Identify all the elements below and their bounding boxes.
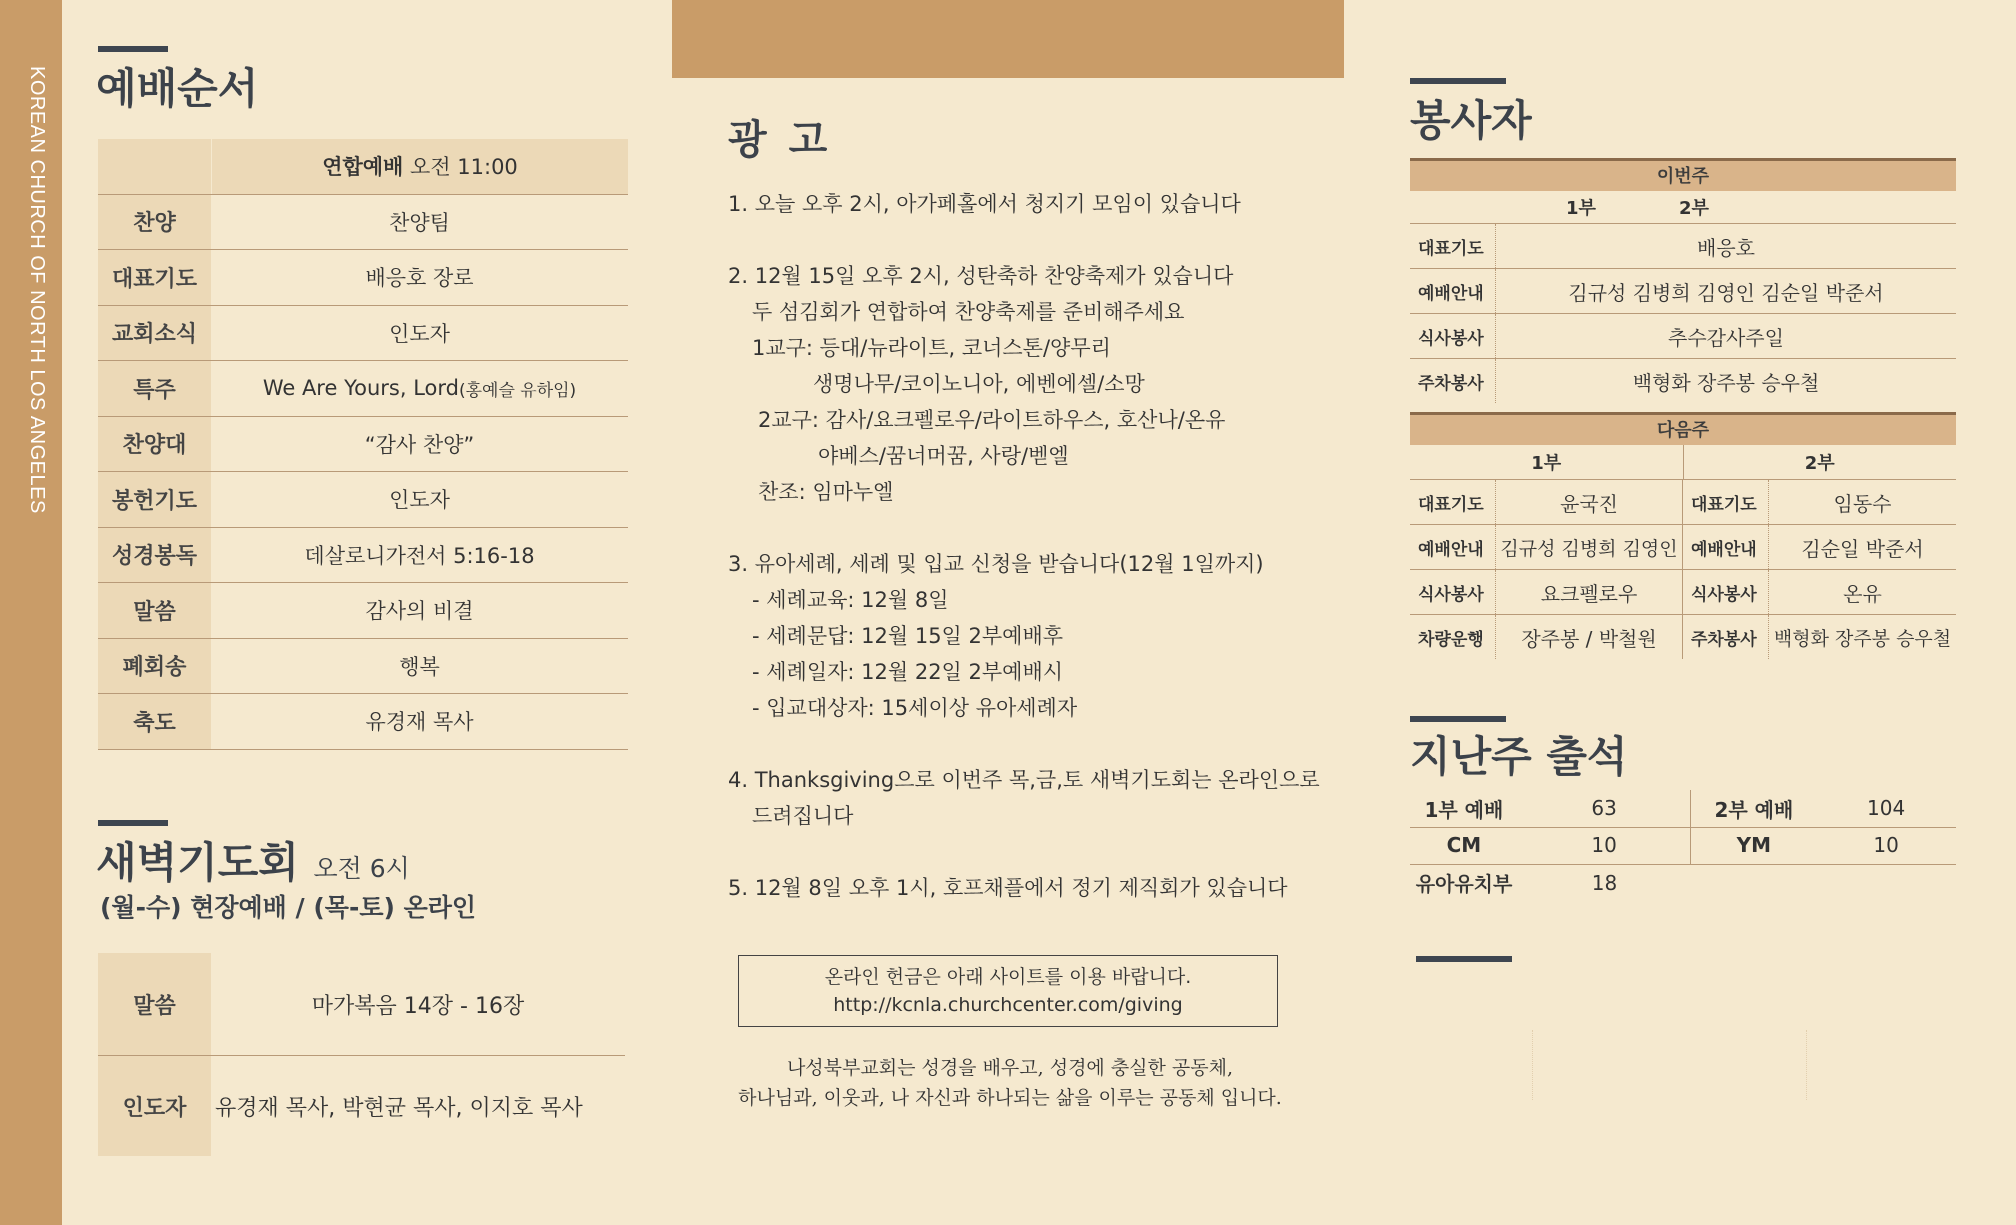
- dawn-row-label: 말씀: [98, 953, 211, 1055]
- dawn-subtitle: (월-수) 현장예배 / (목-토) 온라인: [100, 893, 477, 922]
- order-row-value: [211, 306, 628, 361]
- volunteer-names: 김규성 김병희 김영인 김순일 박준서: [1568, 280, 1884, 305]
- order-row-text: We Are Yours, Lord: [262, 376, 459, 401]
- announcement-line: 생명나무/코이노니아, 에벤에셀/소망: [813, 372, 1145, 396]
- announcement-line: - 세례일자: 12월 22일 2부예배시: [752, 660, 1064, 684]
- announcement-line: 두 섬김회가 연합하여 찬양축제를 준비해주세요: [752, 300, 1185, 324]
- section-dash: [98, 820, 168, 826]
- dawn-table: [98, 953, 625, 1156]
- attendance-count: 104: [1816, 790, 1956, 828]
- dawn-time: 오전 6시: [313, 854, 410, 883]
- volunteer-names: 임동수: [1833, 491, 1892, 516]
- announcement-line: 찬조: 임마누엘: [758, 480, 894, 504]
- divider: [1806, 1030, 1808, 1100]
- order-row-label: 찬양: [98, 195, 211, 250]
- section-dash: [98, 46, 168, 52]
- order-row-text: 인도자: [389, 321, 450, 346]
- dawn-title: [96, 830, 410, 890]
- volunteer-row: [1410, 525, 1956, 570]
- attendance-row: [1410, 864, 1956, 901]
- announcement-item: [728, 258, 1348, 510]
- mission-statement: [700, 1053, 1320, 1113]
- volunteer-role: 식사봉사: [1410, 570, 1496, 614]
- church-name-vertical: KOREAN CHURCH OF NORTH LOS ANGELES: [26, 66, 48, 514]
- order-row-text: 행복: [399, 654, 440, 679]
- announcement-line: 4. Thanksgiving으로 이번주 목,금,토 새벽기도회는 온라인으로: [728, 768, 1320, 792]
- service-2-label: 2부: [1804, 453, 1835, 474]
- dawn-row-value: 마가복음 14장 - 16장: [311, 993, 525, 1019]
- dawn-row: [98, 1056, 625, 1156]
- next-week-table: [1410, 412, 1956, 659]
- order-row-label: 성경봉독: [98, 528, 211, 583]
- order-header-time: 오전 11:00: [410, 155, 518, 180]
- order-row-label: 찬양대: [98, 417, 211, 472]
- announcement-line: 2. 12월 15일 오후 2시, 성탄축하 찬양축제가 있습니다: [728, 264, 1234, 288]
- announcements-title: 광 고: [728, 116, 832, 163]
- volunteer-names: 김순일 박준서: [1801, 536, 1924, 561]
- volunteer-names: 김규성 김병희 김영인: [1496, 525, 1683, 569]
- attendance-count: 63: [1518, 790, 1692, 828]
- attendance-title: 지난주 출석: [1410, 732, 1628, 781]
- volunteer-role: 식사봉사: [1410, 314, 1496, 358]
- online-giving-box: [738, 955, 1278, 1027]
- announcement-item: [728, 762, 1348, 834]
- announcement-line: 1교구: 등대/뉴라이트, 코너스톤/양무리: [752, 336, 1111, 360]
- volunteer-names: 추수감사주일: [1668, 325, 1784, 350]
- order-header-row: [98, 139, 628, 195]
- announcement-line: - 입교대상자: 15세이상 유아세례자: [752, 696, 1078, 720]
- order-row-value: [211, 583, 628, 638]
- order-row-value: [211, 639, 628, 694]
- order-row-label: 특주: [98, 361, 211, 416]
- order-row-value: [211, 361, 628, 416]
- section-dash: [1410, 78, 1506, 84]
- order-row: [98, 583, 628, 639]
- order-row-label: 폐회송: [98, 639, 211, 694]
- order-row: [98, 361, 628, 417]
- giving-url-link[interactable]: http://kcnla.churchcenter.com/giving: [833, 994, 1183, 1016]
- order-row-text: 유경재 목사: [365, 710, 474, 735]
- dawn-row-value: 유경재 목사, 박현균 목사, 이지호 목사: [215, 1095, 583, 1121]
- this-week-table: [1410, 158, 1956, 403]
- order-row: [98, 195, 628, 251]
- order-row: [98, 306, 628, 362]
- announcement-line: 5. 12월 8일 오후 1시, 호프채플에서 정기 제직회가 있습니다: [728, 876, 1288, 900]
- section-dash: [1410, 716, 1506, 722]
- this-week-services: [1410, 191, 1956, 224]
- mission-line: 나성북부교회는 성경을 배우고, 성경에 충실한 공동체,: [786, 1057, 1234, 1079]
- order-row-text: 배응호 장로: [365, 266, 474, 291]
- volunteer-role: 주차봉사: [1410, 359, 1496, 403]
- this-week-band: 이번주: [1410, 158, 1956, 191]
- order-row-text: 찬양팀: [389, 210, 450, 235]
- divider: [1532, 1030, 1534, 1100]
- order-row-text: 데살로니가전서 5:16-18: [304, 543, 535, 568]
- attendance-label: 유아유치부: [1415, 872, 1513, 896]
- volunteer-row: [1410, 224, 1956, 269]
- order-row-text: 인도자: [389, 488, 450, 513]
- volunteer-names: 윤국진: [1496, 480, 1683, 524]
- attendance-count: 10: [1816, 827, 1956, 865]
- volunteer-row: [1410, 359, 1956, 403]
- announcements-list: [728, 186, 1348, 942]
- section-dash: [1416, 956, 1512, 962]
- volunteer-row: [1410, 570, 1956, 615]
- order-header-name: 연합예배: [322, 155, 404, 180]
- attendance-table: [1410, 790, 1956, 901]
- volunteer-role: 차량운행: [1410, 615, 1496, 659]
- announcement-item: [728, 546, 1348, 726]
- volunteer-role: 식사봉사: [1683, 570, 1769, 614]
- volunteer-role: 대표기도: [1410, 224, 1496, 268]
- order-title: 예배순서: [96, 64, 259, 113]
- attendance-row: [1410, 790, 1956, 827]
- order-row-value: [211, 195, 628, 250]
- volunteer-names: 요크펠로우: [1496, 570, 1683, 614]
- order-row-value: [211, 417, 628, 472]
- order-row: [98, 639, 628, 695]
- attendance-label: CM: [1410, 827, 1518, 865]
- order-row: [98, 250, 628, 306]
- announcement-line: 드려집니다: [752, 804, 854, 828]
- volunteer-role: 대표기도: [1683, 480, 1769, 524]
- order-row: [98, 528, 628, 584]
- order-row: [98, 694, 628, 750]
- volunteer-role: 대표기도: [1410, 480, 1496, 524]
- attendance-row: [1410, 827, 1956, 864]
- dawn-row-label: 인도자: [98, 1056, 211, 1156]
- volunteer-names: 백형화 장주봉 승우철: [1632, 370, 1820, 395]
- attendance-count: 18: [1591, 870, 1618, 895]
- attendance-count: 10: [1518, 827, 1692, 865]
- volunteer-role: 예배안내: [1683, 525, 1769, 569]
- attendance-label: YM: [1691, 827, 1816, 865]
- attendance-label: 2부 예배: [1691, 790, 1816, 828]
- volunteer-role: 주차봉사: [1683, 615, 1769, 659]
- order-row-value: [211, 694, 628, 749]
- announcement-item: [728, 870, 1348, 906]
- volunteer-names: 온유: [1843, 581, 1882, 606]
- order-row-label: 대표기도: [98, 250, 211, 305]
- dawn-title-text: 새벽기도회: [96, 838, 299, 887]
- volunteer-role: 예배안내: [1410, 269, 1496, 313]
- announcement-line: 3. 유아세례, 세례 및 입교 신청을 받습니다(12월 1일까지): [728, 552, 1264, 576]
- order-row-label: 봉헌기도: [98, 472, 211, 527]
- volunteers-title: 봉사자: [1410, 96, 1532, 145]
- volunteer-role: 예배안내: [1410, 525, 1496, 569]
- volunteer-row: [1410, 269, 1956, 314]
- volunteer-names: 백형화 장주봉 승우철: [1773, 627, 1952, 650]
- order-row-label: 교회소식: [98, 306, 211, 361]
- next-week-band: 다음주: [1410, 412, 1956, 445]
- order-table: [98, 139, 628, 750]
- order-row-note: (홍예슬 유하임): [458, 380, 577, 401]
- announcement-line: - 세례문답: 12월 15일 2부예배후: [752, 624, 1064, 648]
- attendance-label: 1부 예배: [1410, 790, 1518, 828]
- order-row-label: 축도: [98, 694, 211, 749]
- order-header-blank: [98, 139, 211, 194]
- order-row-value: [211, 472, 628, 527]
- order-row-label: 말씀: [98, 583, 211, 638]
- giving-text: 온라인 헌금은 아래 사이트를 이용 바랍니다.: [824, 966, 1192, 988]
- order-row-text: 감사의 비결: [365, 599, 474, 624]
- volunteer-names: 장주봉 / 박철원: [1496, 615, 1683, 659]
- volunteer-row: [1410, 480, 1956, 525]
- announcement-line: - 세례교육: 12월 8일: [752, 588, 949, 612]
- announcement-item: [728, 186, 1348, 222]
- order-row: [98, 417, 628, 473]
- next-week-services: [1410, 445, 1956, 480]
- service-1-label: 1부: [1566, 198, 1596, 219]
- order-row-value: [211, 250, 628, 305]
- volunteer-row: [1410, 615, 1956, 659]
- service-2-label: 2부: [1679, 198, 1709, 219]
- order-row-text: “감사 찬양”: [364, 432, 475, 457]
- service-1-label: 1부: [1410, 445, 1684, 479]
- order-row: [98, 472, 628, 528]
- announcement-line: 야베스/꿈너머꿈, 사랑/벧엘: [818, 444, 1069, 468]
- order-header: [211, 139, 628, 194]
- mission-line: 하나님과, 이웃과, 나 자신과 하나되는 삶을 이루는 공동체 입니다.: [738, 1087, 1282, 1109]
- dawn-row: [98, 953, 625, 1056]
- order-row-value: [211, 528, 628, 583]
- announcement-line: 2교구: 감사/요크펠로우/라이트하우스, 호산나/온유: [758, 408, 1226, 432]
- volunteer-row: [1410, 314, 1956, 359]
- announcement-line: 1. 오늘 오후 2시, 아가페홀에서 청지기 모임이 있습니다: [728, 192, 1241, 216]
- volunteer-names: 배응호: [1697, 235, 1755, 260]
- top-accent-bar: [672, 0, 1344, 78]
